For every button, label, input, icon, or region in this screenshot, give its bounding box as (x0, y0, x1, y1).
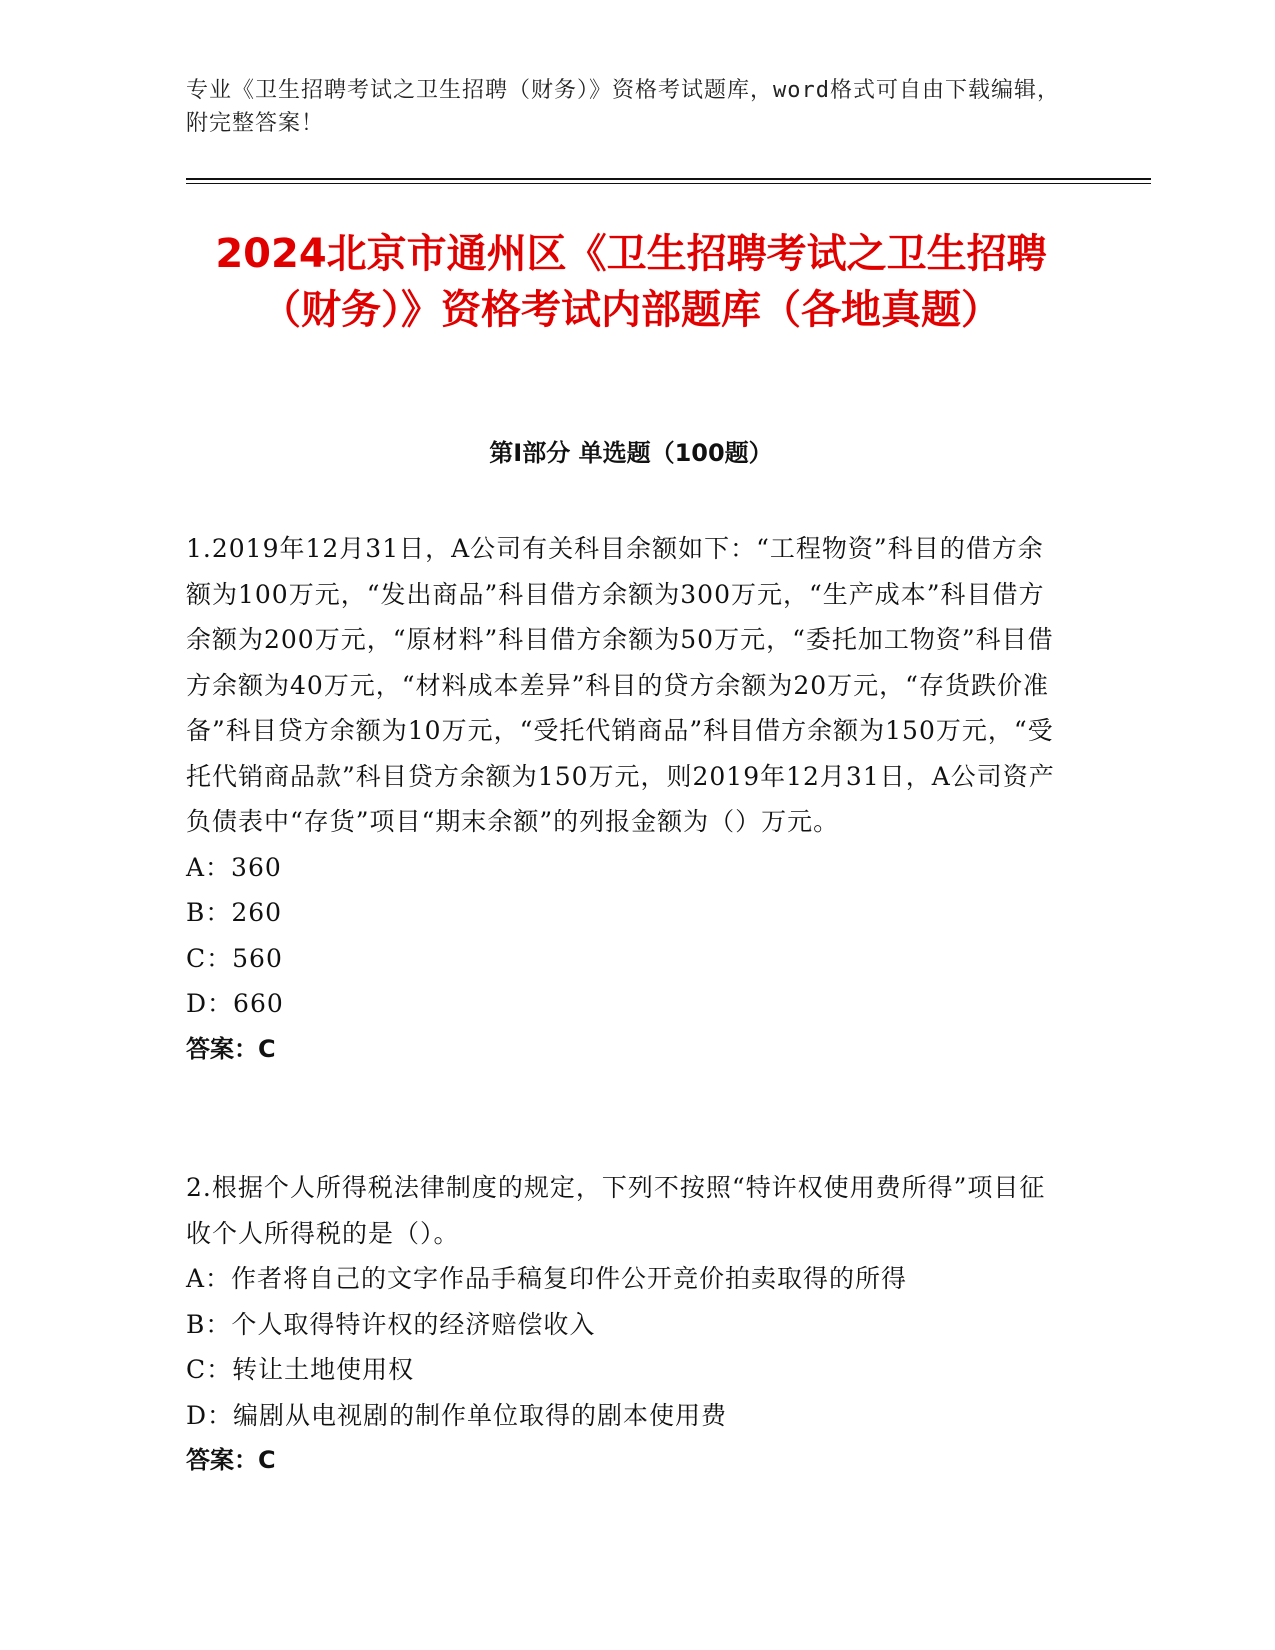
option-c: C：转让土地使用权 (186, 1355, 415, 1384)
header-note: 专业《卫生招聘考试之卫生招聘（财务）》资格考试题库，word格式可自由下载编辑，附完整答案！ (186, 78, 1060, 136)
document-title: 2024北京市通州区《卫生招聘考试之卫生招聘（财务）》资格考试内部题库（各地真题） (215, 231, 1047, 333)
option-c: C：560 (186, 943, 283, 973)
option-b: B：260 (186, 898, 283, 927)
option-a: A：作者将自己的文字作品手稿复印件公开竞价拍卖取得的所得 (186, 1264, 908, 1293)
question-stem: 2.根据个人所得税法律制度的规定，下列不按照“特许权使用费所得”项目征收个人所得税的是（）。 (186, 1173, 1046, 1248)
option-d: D：编剧从电视剧的制作单位取得的剧本使用费 (186, 1400, 728, 1430)
header-rule-thick (186, 178, 1151, 180)
option-d: D：660 (186, 989, 284, 1018)
header-rule-thin (186, 183, 1151, 184)
question-2 (186, 1165, 1066, 1484)
section-heading: 第I部分 单选题（100题） (489, 439, 773, 467)
question-stem: 1.2019年12月31日，A公司有关科目余额如下：“工程物资”科目的借方余额为100万元，“发出商品”科目借方余额为300万元，“生产成本”科目借方余额为200万元，“原材料”科目借方余额为50万元，“委托加工物资”科目借方余额为40万元，“材料成本差异”科目的贷方余额为20万元，“存货跌价准备”科目贷方余额为10万元，“受托代销商品”科目借方余额为150万元，“受托代销商品款”科目贷方余额为150万元，则2019年12月31日，A公司资产负债表中“存货”项目“期末余额”的列报金额为（）万元。 (186, 534, 1055, 836)
option-b: B：个人取得特许权的经济赔偿收入 (186, 1309, 596, 1339)
answer: 答案：C (186, 1446, 276, 1474)
answer: 答案：C (186, 1034, 276, 1063)
option-a: A：360 (186, 852, 282, 882)
question-1 (186, 526, 1066, 1072)
